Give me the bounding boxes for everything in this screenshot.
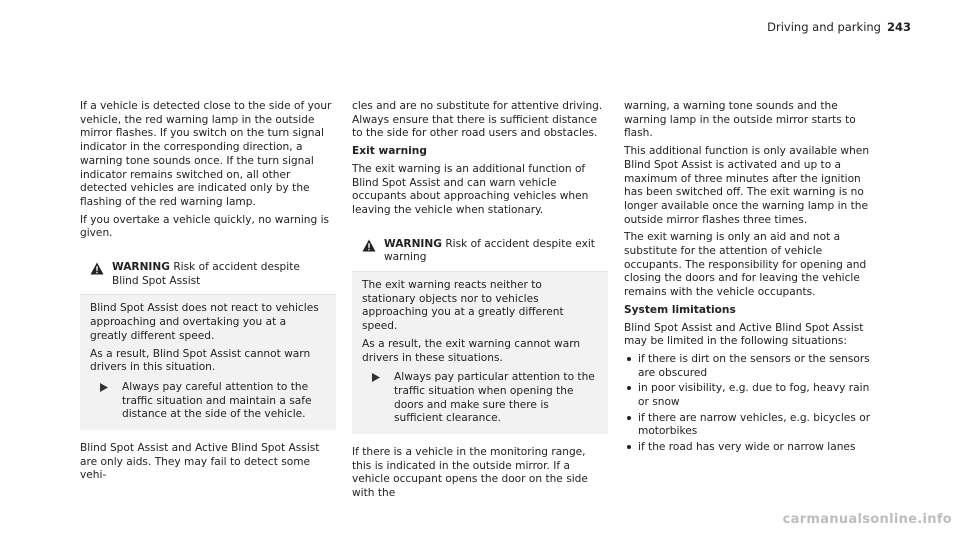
bullet-icon bbox=[627, 416, 631, 420]
list-item: if there are narrow vehicles, e.g. bicycles or motorbikes bbox=[624, 412, 880, 439]
bullet-list bbox=[624, 353, 880, 455]
column-1 bbox=[80, 100, 336, 487]
paragraph: If a vehicle is detected close to the side of your vehicle, the red warning lamp in the outside mirror flashes. If you switch on the turn signal indicator in the corresponding direction, a warning tone sounds once. If the turn signal indicator remains switched on, all other detected vehicles are indicated only by the flashing of the red warning lamp. bbox=[80, 100, 332, 208]
warning-triangle-icon bbox=[362, 238, 384, 265]
paragraph: cles and are no substitute for attentive driving. Always ensure that there is sufficient distance to the side for other road users and obstacles. bbox=[352, 100, 603, 140]
arrow-right-icon bbox=[90, 381, 122, 422]
warning-box bbox=[352, 232, 608, 434]
paragraph: The exit warning is only an aid and not a substitute for the attention of vehicle occupants. The responsibility for opening and closing the doors and for leaving the vehicle remains with the vehicle occupants. bbox=[624, 231, 867, 299]
warning-action bbox=[90, 381, 326, 422]
paragraph: If there is a vehicle in the monitoring range, this is indicated in the outside mirror. If a vehicle occupant opens the door on the side with the bbox=[352, 446, 588, 500]
arrow-right-icon bbox=[362, 371, 394, 426]
warning-title: Risk of accident despite Blind Spot Assist bbox=[112, 261, 300, 287]
paragraph: This additional function is only available when Blind Spot Assist is activated and up to a maximum of three minutes after the ignition has been switched off. The exit warning is no longer available once the warning lamp in the outside mirror flashes three times. bbox=[624, 145, 870, 226]
bullet-icon bbox=[627, 445, 631, 449]
bullet-icon bbox=[627, 357, 631, 361]
warning-text: As a result, Blind Spot Assist cannot warn drivers in this situation. bbox=[90, 347, 311, 374]
warning-text: The exit warning reacts neither to stationary objects nor to vehicles approaching you at a greatly different speed. bbox=[362, 279, 564, 333]
page-number: 243 bbox=[886, 20, 911, 34]
paragraph: warning, a warning tone sounds and the warning lamp in the outside mirror starts to flash. bbox=[624, 100, 856, 140]
paragraph: Blind Spot Assist and Active Blind Spot Assist may be limited in the following situations: bbox=[624, 321, 864, 348]
paragraph: Blind Spot Assist and Active Blind Spot Assist are only aids. They may fail to detect some vehi- bbox=[80, 442, 320, 482]
warning-triangle-icon bbox=[90, 261, 112, 288]
warning-action bbox=[362, 371, 598, 426]
bullet-icon bbox=[627, 386, 631, 390]
warning-body bbox=[80, 294, 336, 430]
warning-header bbox=[80, 255, 336, 294]
page-header bbox=[767, 20, 911, 34]
warning-text: Blind Spot Assist does not react to vehicles approaching and overtaking you at a greatly different speed. bbox=[90, 302, 319, 342]
list-item: if the road has very wide or narrow lanes bbox=[624, 441, 880, 455]
warning-box bbox=[80, 255, 336, 430]
subheading: System limitations bbox=[624, 303, 736, 316]
warning-header bbox=[352, 232, 608, 271]
warning-title: Risk of accident despite exit warning bbox=[384, 237, 595, 264]
warning-text: As a result, the exit warning cannot warn drivers in these situations. bbox=[362, 337, 581, 364]
warning-label: WARNING bbox=[112, 261, 170, 274]
list-item: in poor visibility, e.g. due to fog, heavy rain or snow bbox=[624, 382, 880, 409]
warning-body bbox=[352, 271, 608, 434]
warning-action-text: Always pay careful attention to the traffic situation and maintain a safe distance at the side of the vehicle. bbox=[122, 380, 312, 421]
paragraph: The exit warning is an additional function of Blind Spot Assist and can warn vehicle occupants about approaching vehicles when leaving the vehicle when stationary. bbox=[352, 162, 589, 216]
warning-label: WARNING bbox=[384, 237, 442, 250]
warning-action-text: Always pay particular attention to the traffic situation when opening the doors and make sure there is sufficient clearance. bbox=[394, 371, 595, 425]
paragraph: If you overtake a vehicle quickly, no warning is given. bbox=[80, 213, 330, 240]
subheading: Exit warning bbox=[352, 145, 427, 158]
watermark: carmanualsonline.info bbox=[782, 512, 952, 527]
list-item: if there is dirt on the sensors or the sensors are obscured bbox=[624, 353, 880, 380]
column-2 bbox=[352, 100, 608, 505]
section-title: Driving and parking bbox=[767, 20, 881, 34]
column-3 bbox=[624, 100, 880, 457]
